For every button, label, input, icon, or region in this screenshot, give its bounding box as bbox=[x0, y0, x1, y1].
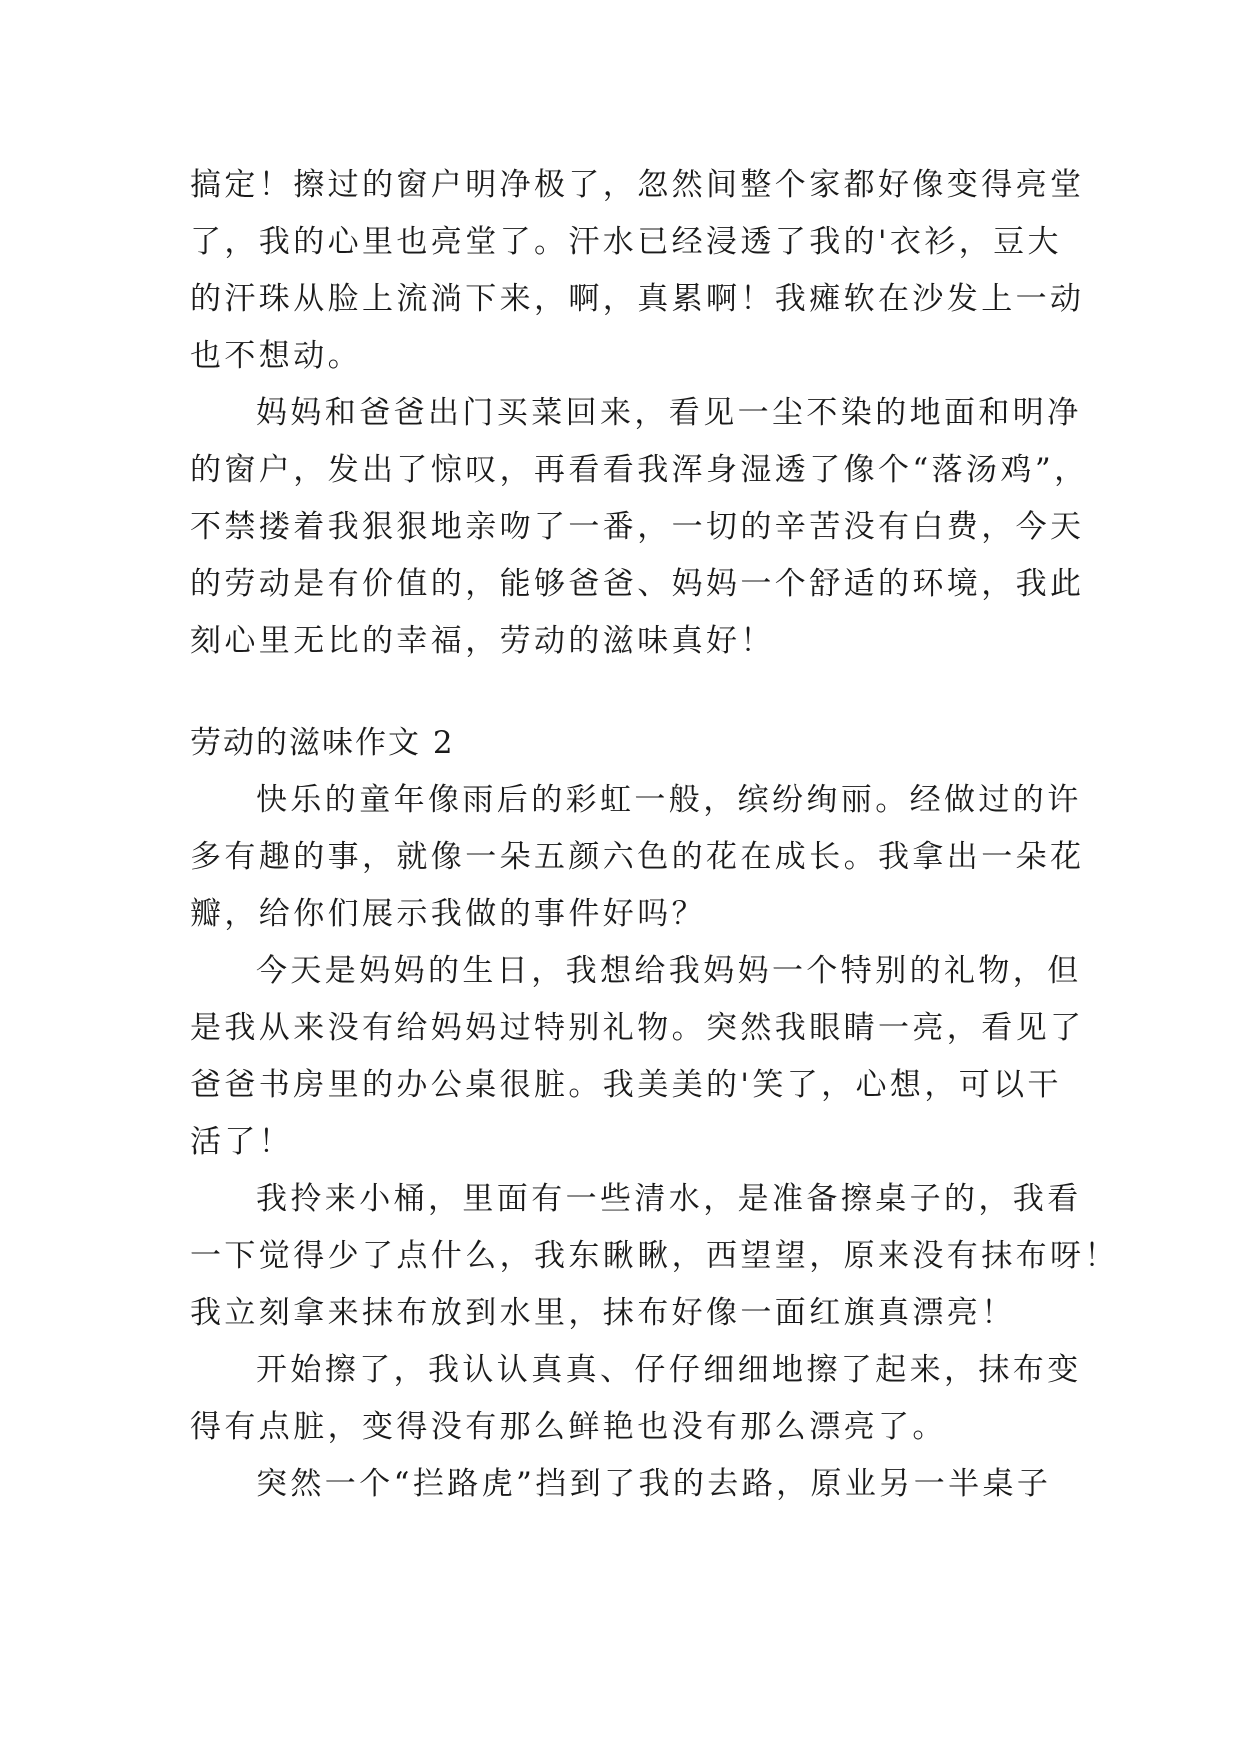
text-line: 不禁搂着我狠狠地亲吻了一番，一切的辛苦没有白费，今天 bbox=[190, 509, 1085, 545]
text-line: 得有点脏，变得没有那么鲜艳也没有那么漂亮了。 bbox=[190, 1409, 947, 1445]
paragraph-start-line: 妈妈和爸爸出门买菜回来，看见一尘不染的地面和明净 bbox=[256, 395, 1082, 431]
section-title: 劳动的滋味作文 2 bbox=[190, 725, 455, 761]
paragraph-start-line: 快乐的童年像雨后的彩虹一般，缤纷绚丽。经做过的许 bbox=[256, 782, 1082, 818]
text-line: 了，我的心里也亮堂了。汗水已经浸透了我的'衣衫，豆大 bbox=[190, 224, 1062, 260]
text-line: 瓣，给你们展示我做的事件好吗？ bbox=[190, 896, 706, 932]
text-line: 的窗户，发出了惊叹，再看看我浑身湿透了像个“落汤鸡”， bbox=[190, 452, 1089, 488]
text-line: 的汗珠从脸上流淌下来，啊，真累啊！我瘫软在沙发上一动 bbox=[190, 281, 1085, 317]
text-line: 多有趣的事，就像一朵五颜六色的花在成长。我拿出一朵花 bbox=[190, 839, 1085, 875]
text-line: 一下觉得少了点什么，我东瞅瞅，西望望，原来没有抹布呀！ bbox=[190, 1238, 1119, 1274]
text-line: 的劳动是有价值的，能够爸爸、妈妈一个舒适的环境，我此 bbox=[190, 566, 1085, 602]
text-line: 刻心里无比的幸福，劳动的滋味真好！ bbox=[190, 623, 775, 659]
text-line: 也不想动。 bbox=[190, 338, 362, 374]
paragraph-start-line: 开始擦了，我认认真真、仔仔细细地擦了起来，抹布变 bbox=[256, 1352, 1082, 1388]
text-line: 是我从来没有给妈妈过特别礼物。突然我眼睛一亮，看见了 bbox=[190, 1010, 1085, 1046]
paragraph-start-line: 突然一个“拦路虎”挡到了我的去路，原业另一半桌子 bbox=[256, 1466, 1052, 1502]
text-line: 我立刻拿来抹布放到水里，抹布好像一面红旗真漂亮！ bbox=[190, 1295, 1016, 1331]
text-line: 活了！ bbox=[190, 1124, 294, 1160]
paragraph-start-line: 今天是妈妈的生日，我想给我妈妈一个特别的礼物，但 bbox=[256, 953, 1082, 989]
text-line: 爸爸书房里的办公桌很脏。我美美的'笑了，心想，可以干 bbox=[190, 1067, 1062, 1103]
paragraph-start-line: 我拎来小桶，里面有一些清水，是准备擦桌子的，我看 bbox=[256, 1181, 1082, 1217]
text-line: 搞定！擦过的窗户明净极了，忽然间整个家都好像变得亮堂 bbox=[190, 167, 1085, 203]
